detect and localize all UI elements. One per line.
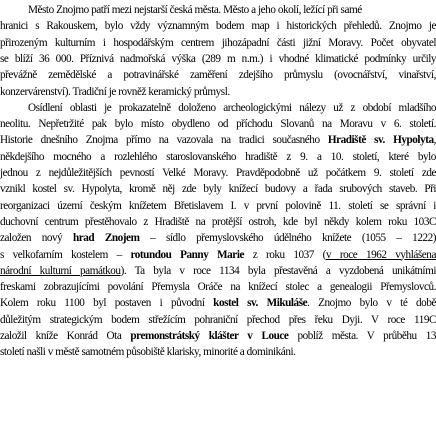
text-span: . Znojmo bylo v té době: [307, 297, 436, 310]
text-line: [0, 247, 436, 263]
text-span: Město Znojmo patří mezi nejstarší česká města. Město a jeho okolí, ležící při samé: [28, 4, 362, 16]
text-span: Historie dnešního Znojma přímo na vazovala na tradici současného: [0, 134, 328, 147]
text-line: [0, 18, 436, 34]
underlined-text[interactable]: národní kulturní památkou: [0, 264, 121, 277]
text-span: z roku 1037 (: [244, 248, 326, 261]
text-span: freskami zobrazujícími povolání Přemysla Oráče na knížecí stolec a genealogii Přemyslovců.: [0, 281, 436, 294]
text-span: ). Ta byla v roce 1134 byla přestavěná a vyzdobená unikátními: [120, 264, 436, 277]
text-line: [0, 198, 436, 214]
text-line: [0, 2, 436, 18]
text-span: Kolem roku 1100 byl postaven i původní: [0, 297, 214, 310]
text-span: s velkofarním kostelem –: [0, 248, 131, 261]
text-span: ,: [433, 134, 436, 147]
text-line: [0, 295, 436, 311]
text-line: [0, 181, 436, 197]
text-span: – sídlo přemyslovského údělného knížete (1055 – 1222): [139, 232, 436, 245]
text-span: důležitým strategickým bodem střežícím pohraniční přechod přes řeku Dyji. V roce 119C: [0, 313, 436, 326]
text-span: hranici s Rakouskem, bylo vždy významným bodem map i historických přehledů. Znojmo je: [0, 20, 436, 33]
text-span: konzervárenství). Tradiční je rovněž keramický průmysl.: [0, 85, 230, 98]
text-span: založen nový: [0, 232, 73, 245]
text-line: [0, 100, 436, 116]
text-span: duchovní centrum přestěhovalo z Hradiště na protější ostroh, kde byl někdy kolem roku 103C: [0, 215, 436, 228]
text-line: [0, 51, 436, 67]
text-span: poblíž města. V průběhu 13: [288, 330, 436, 342]
text-line: [0, 149, 436, 165]
bold-text: premonstrátský klášter v Louce: [130, 330, 289, 342]
text-line: [0, 165, 436, 181]
text-span: neolitu. Nepřetržité pak bylo místo obydleno od příchodu Slovanů na Moravu v 6. století.: [0, 118, 436, 131]
text-span: převážně zemědělské a potravinářské zaměření zdejšího průmyslu (ovocnářství, vinařství,: [0, 69, 436, 82]
bold-text: rotundou Panny Marie: [130, 248, 244, 261]
bold-text: hrad Znojem: [72, 232, 140, 245]
text-line: [0, 116, 436, 132]
text-span: založil kníže Konrád Ota: [0, 330, 131, 342]
text-span: Osídlení oblasti je prokazatelně doloženo archeologickými nálezy už z období mladšího: [28, 101, 436, 114]
bold-text: Hradiště sv. Hypolyta: [327, 134, 434, 147]
text-line: [0, 214, 436, 230]
text-line: [0, 312, 436, 328]
text-span: století našli v městě samotném působiště klarisky, minorité a dominikáni.: [0, 346, 296, 359]
bold-text: kostel sv. Mikuláše: [213, 297, 308, 310]
text-line: [0, 35, 436, 51]
text-line: [0, 230, 436, 246]
text-line: [0, 84, 436, 100]
text-line: [0, 328, 436, 344]
text-line: [0, 263, 436, 279]
text-span: přirozeným kulturním i hospodářským centrem jihozápadní části jižní Moravy. Počet obyvatel: [0, 36, 436, 49]
text-span: vznikl kostel sv. Hypolyta, kromě něj zde byly knížecí budovy a řada srubových staveb. Při: [0, 183, 436, 196]
text-span: reorganizaci území českým knížetem Břetislavem I. v první polovině 11. století se správní i: [0, 199, 436, 212]
text-line: [0, 67, 436, 83]
text-span: jednou z nejdůležitějších pevností Velké Moravy. Pravděpodobně už počátkem 9. století zde: [0, 167, 436, 179]
underlined-text[interactable]: v roce 1962 vyhlášena: [325, 248, 436, 261]
text-line: [0, 279, 436, 295]
text-line: [0, 344, 436, 360]
text-line: [0, 132, 436, 148]
text-span: se blíží 36 000. Příznivá nadmořská výška (289 m n.m.) i vhodné klimatické podmínky určily: [0, 52, 436, 65]
text-span: někdejšího mocného a rozlehlého staroslovanského hradiště z 9. a 10. století, které bylo: [0, 150, 436, 163]
